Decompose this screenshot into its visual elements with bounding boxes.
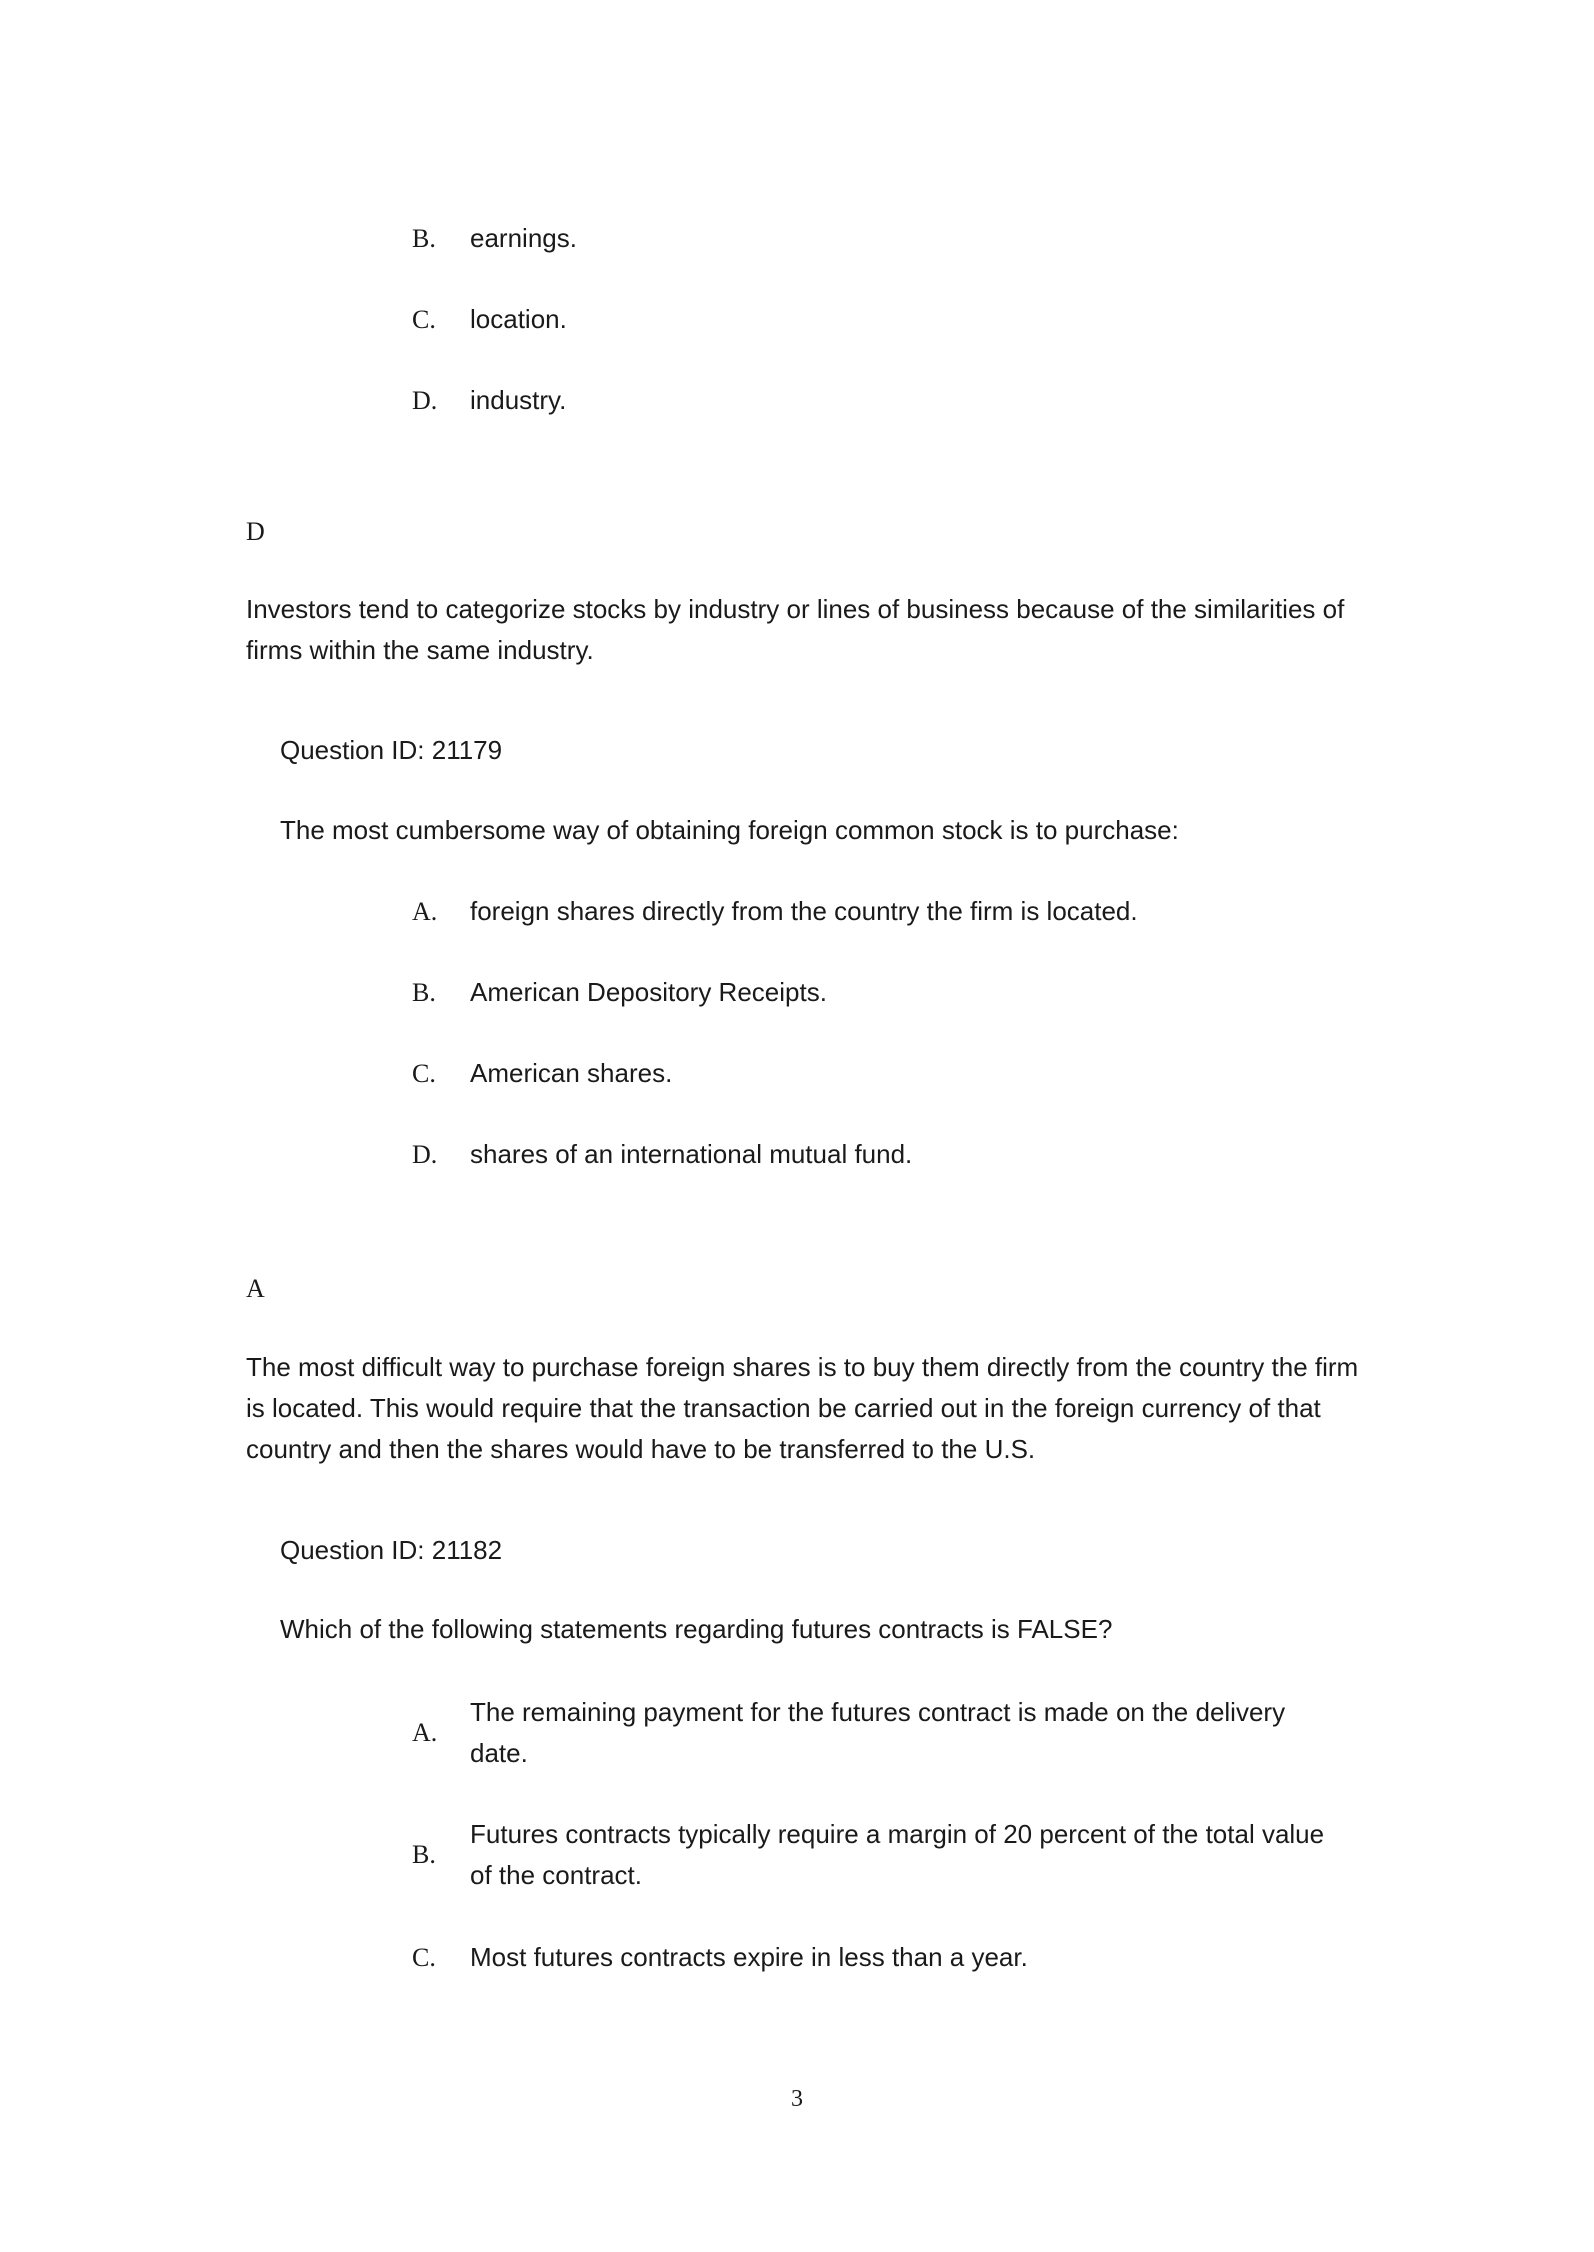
option-letter: C.: [412, 1942, 436, 1972]
option-c: [412, 1937, 1362, 1978]
option-b: [412, 972, 1362, 1013]
option-letter: C.: [412, 304, 436, 334]
option-text: American Depository Receipts.: [470, 977, 827, 1007]
question-id: Question ID: 21182: [280, 1535, 503, 1565]
option-letter: D.: [412, 1139, 438, 1169]
question-prompt: The most cumbersome way of obtaining foreign common stock is to purchase:: [280, 815, 1179, 845]
option-letter: B.: [412, 977, 436, 1007]
option-b: [412, 1814, 1362, 1896]
answer-explanation: The most difficult way to purchase foreign shares is to buy them directly from the country the firm is located. This would require that the transaction be carried out in the foreign currency of that country and then the shares would have to be transferred to the U.S.: [246, 1352, 1359, 1464]
option-text: Futures contracts typically require a margin of 20 percent of the total value of the contract.: [470, 1819, 1325, 1890]
option-letter: C.: [412, 1058, 436, 1088]
option-a: [412, 891, 1362, 932]
option-c: [412, 299, 1362, 340]
option-text: foreign shares directly from the country the firm is located.: [470, 896, 1138, 926]
page-number: 3: [791, 2086, 803, 2112]
option-d: [412, 380, 1362, 421]
answer-key: A: [246, 1274, 265, 1303]
option-text: location.: [470, 304, 567, 334]
option-letter: B.: [412, 1840, 436, 1869]
option-text: industry.: [470, 385, 567, 415]
option-letter: D.: [412, 385, 438, 415]
option-text: American shares.: [470, 1058, 673, 1088]
question-prompt: Which of the following statements regarding futures contracts is FALSE?: [280, 1614, 1113, 1644]
option-b: [412, 218, 1362, 259]
option-letter: B.: [412, 223, 436, 253]
option-letter: A.: [412, 1718, 438, 1747]
option-c: [412, 1053, 1362, 1094]
option-text: Most futures contracts expire in less than a year.: [470, 1942, 1028, 1972]
answer-key: D: [246, 517, 265, 546]
answer-explanation: Investors tend to categorize stocks by industry or lines of business because of the similarities of firms within the same industry.: [246, 594, 1345, 665]
option-a: [412, 1692, 1362, 1774]
option-letter: A.: [412, 896, 438, 926]
question-id: Question ID: 21179: [280, 735, 503, 765]
option-text: The remaining payment for the futures contract is made on the delivery date.: [470, 1697, 1286, 1768]
option-text: earnings.: [470, 223, 577, 253]
option-text: shares of an international mutual fund.: [470, 1139, 913, 1169]
option-d: [412, 1134, 1362, 1175]
